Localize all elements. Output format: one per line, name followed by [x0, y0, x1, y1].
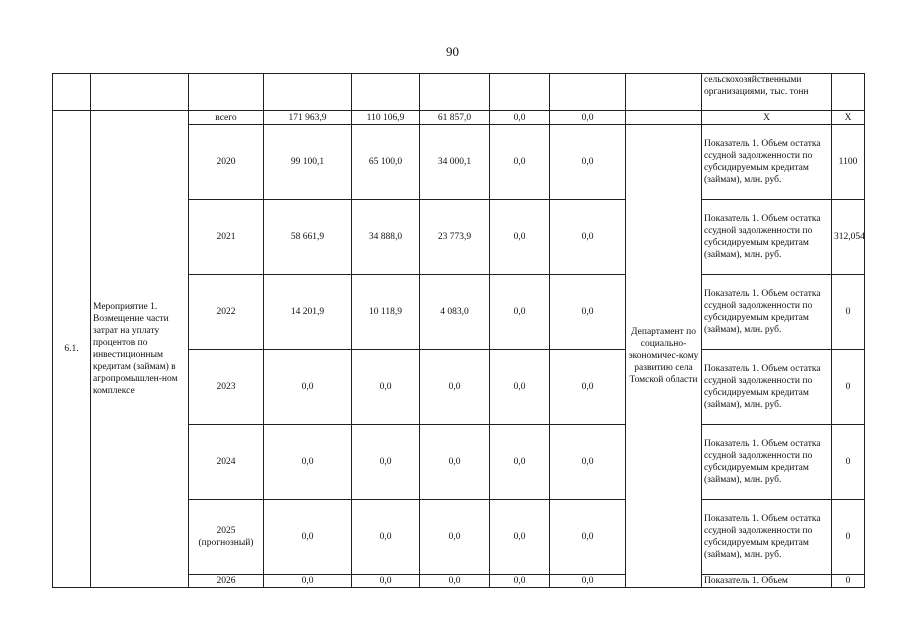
cell-empty: [189, 74, 264, 111]
total-cell: 58 661,9: [264, 200, 352, 275]
local-cell: 0,0: [490, 125, 550, 200]
year-cell: 2026: [189, 575, 264, 588]
total-cell: 0,0: [264, 500, 352, 575]
year-cell: 2021: [189, 200, 264, 275]
other-cell: 0,0: [550, 111, 626, 125]
regional-cell: 0,0: [420, 425, 490, 500]
regional-cell: 4 083,0: [420, 275, 490, 350]
local-cell: 0,0: [490, 350, 550, 425]
cell-empty: [352, 74, 420, 111]
cell-empty: [91, 74, 189, 111]
regional-cell: 0,0: [420, 575, 490, 588]
regional-cell: 0,0: [420, 350, 490, 425]
year-cell: 2025 (прогнозный): [189, 500, 264, 575]
indicator-cell: Показатель 1. Объем остатка ссудной задолженности по субсидируемым кредитам (займам), млн. руб.: [702, 275, 832, 350]
other-cell: 0,0: [550, 500, 626, 575]
table-row-continuation: [53, 74, 865, 111]
executor-cell-empty: [626, 111, 702, 125]
indicator-cell: Показатель 1. Объем остатка ссудной задолженности по субсидируемым кредитам (займам), млн. руб.: [702, 425, 832, 500]
executor-cell: Департамент по социально-экономичес-кому развитию села Томской области: [626, 125, 702, 588]
total-cell: 14 201,9: [264, 275, 352, 350]
local-cell: 0,0: [490, 575, 550, 588]
indicator-value: 1100: [832, 125, 865, 200]
total-cell: 0,0: [264, 575, 352, 588]
other-cell: 0,0: [550, 125, 626, 200]
indicator-cell: сельскохозяйственными организациями, тыс. тонн: [702, 74, 832, 111]
local-cell: 0,0: [490, 500, 550, 575]
indicator-value: 0: [832, 425, 865, 500]
total-cell: 99 100,1: [264, 125, 352, 200]
regional-cell: 0,0: [420, 500, 490, 575]
cell-empty: [626, 74, 702, 111]
indicator-value: 0: [832, 275, 865, 350]
total-cell: 0,0: [264, 425, 352, 500]
measure-name: Мероприятие 1. Возмещение части затрат на уплату процентов по инвестиционным кредитам (займам) в агропромышлен-ном комплексе: [91, 111, 189, 588]
local-cell: 0,0: [490, 200, 550, 275]
total-cell: 0,0: [264, 350, 352, 425]
year-cell: 2020: [189, 125, 264, 200]
indicator-value: X: [832, 111, 865, 125]
federal-cell: 0,0: [352, 425, 420, 500]
measure-number: 6.1.: [53, 111, 91, 588]
cell-empty: [53, 74, 91, 111]
other-cell: 0,0: [550, 350, 626, 425]
indicator-cell: Показатель 1. Объем остатка ссудной задолженности по субсидируемым кредитам (займам), млн. руб.: [702, 125, 832, 200]
indicator-value: 312,054: [832, 200, 865, 275]
other-cell: 0,0: [550, 425, 626, 500]
indicator-cell: Показатель 1. Объем остатка ссудной задолженности по субсидируемым кредитам (займам), млн. руб.: [702, 350, 832, 425]
federal-cell: 0,0: [352, 500, 420, 575]
indicator-cell: Показатель 1. Объем остатка ссудной задолженности по субсидируемым кредитам (займам), млн. руб.: [702, 500, 832, 575]
cell-empty: [490, 74, 550, 111]
local-cell: 0,0: [490, 111, 550, 125]
federal-cell: 10 118,9: [352, 275, 420, 350]
regional-cell: 34 000,1: [420, 125, 490, 200]
other-cell: 0,0: [550, 200, 626, 275]
regional-cell: 23 773,9: [420, 200, 490, 275]
table-row: [53, 111, 865, 125]
federal-cell: 34 888,0: [352, 200, 420, 275]
year-cell: 2024: [189, 425, 264, 500]
local-cell: 0,0: [490, 275, 550, 350]
local-cell: 0,0: [490, 425, 550, 500]
other-cell: 0,0: [550, 275, 626, 350]
total-cell: 171 963,9: [264, 111, 352, 125]
indicator-value: 0: [832, 500, 865, 575]
cell-empty: [264, 74, 352, 111]
indicator-value: 0: [832, 575, 865, 588]
other-cell: 0,0: [550, 575, 626, 588]
measures-table: [52, 73, 865, 588]
cell-empty: [550, 74, 626, 111]
federal-cell: 65 100,0: [352, 125, 420, 200]
year-cell: 2023: [189, 350, 264, 425]
federal-cell: 110 106,9: [352, 111, 420, 125]
page-number: 90: [446, 44, 459, 59]
indicator-value: 0: [832, 350, 865, 425]
cell-empty: [420, 74, 490, 111]
year-cell: всего: [189, 111, 264, 125]
indicator-cell: X: [702, 111, 832, 125]
regional-cell: 61 857,0: [420, 111, 490, 125]
indicator-cell: Показатель 1. Объем остатка ссудной задолженности по субсидируемым кредитам (займам), млн. руб.: [702, 200, 832, 275]
year-cell: 2022: [189, 275, 264, 350]
cell-empty: [832, 74, 865, 111]
federal-cell: 0,0: [352, 575, 420, 588]
federal-cell: 0,0: [352, 350, 420, 425]
indicator-cell: Показатель 1. Объем: [702, 575, 832, 588]
